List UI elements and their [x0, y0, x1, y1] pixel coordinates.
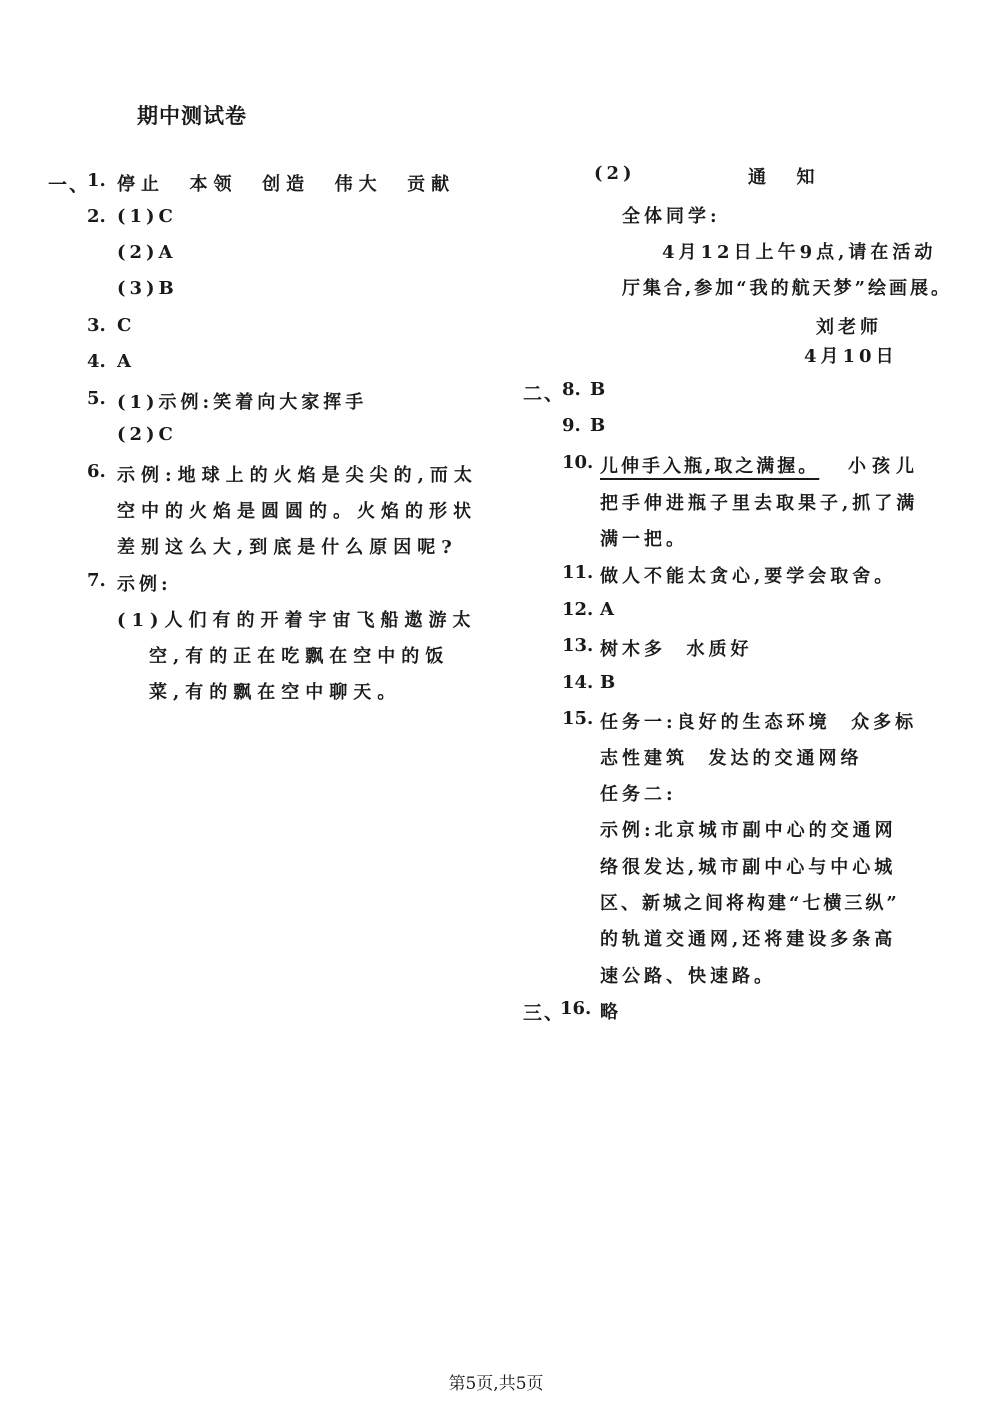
- q10-quote: 儿伸手入瓶,取之满握。: [600, 456, 820, 477]
- q2-answer-3: (3)B: [117, 278, 178, 299]
- q10-line-2: 把手伸进瓶子里去取果子,抓了满: [600, 493, 919, 514]
- q6-line-3: 差别这么大,到底是什么原因呢?: [117, 537, 458, 558]
- section-one-label: 一、: [48, 174, 91, 196]
- q15-line-1: 任务一:良好的生态环境 众多标: [600, 712, 918, 733]
- q7-line-2: 空,有的正在吃飘在空中的饭: [149, 646, 450, 667]
- q16-answer: 略: [600, 1002, 622, 1023]
- q3-number: 3.: [87, 315, 106, 336]
- q5-number: 5.: [87, 388, 106, 409]
- q14-answer: B: [600, 672, 620, 693]
- q12-answer: A: [600, 599, 618, 620]
- section-three-label: 三、: [523, 1002, 566, 1024]
- q5-answer-2: (2)C: [117, 424, 177, 445]
- notice-body-1: 4月12日上午9点,请在活动: [662, 242, 937, 263]
- q16-number: 16.: [560, 998, 592, 1019]
- q7-number: 7.: [87, 570, 106, 591]
- notice-label: (2): [594, 163, 636, 184]
- q15-line-6: 区、新城之间将构建“七横三纵”: [600, 893, 900, 914]
- notice-body-2: 厅集合,参加“我的航天梦”绘画展。: [622, 278, 952, 299]
- q5-answer-1: (1)示例:笑着向大家挥手: [117, 392, 368, 413]
- q15-line-7: 的轨道交通网,还将建设多条高: [600, 929, 897, 950]
- q1-number: 1.: [87, 170, 106, 191]
- q2-answer-1: (1)C: [117, 206, 177, 227]
- q15-line-4: 示例:北京城市副中心的交通网: [600, 820, 897, 841]
- notice-greeting: 全体同学:: [622, 206, 721, 227]
- q4-number: 4.: [87, 351, 106, 372]
- q7-line-1: (1)人们有的开着宇宙飞船遨游太: [117, 610, 477, 631]
- notice-date: 4月10日: [804, 346, 898, 367]
- q6-line-1: 示例:地球上的火焰是尖尖的,而太: [117, 465, 478, 486]
- q4-answer: A: [117, 351, 135, 372]
- notice-heading: 通 知: [748, 167, 821, 188]
- q9-answer: B: [590, 415, 610, 436]
- q11-answer: 做人不能太贪心,要学会取舍。: [600, 566, 897, 587]
- q10-line-1: 小孩儿: [848, 456, 920, 477]
- q15-number: 15.: [562, 708, 594, 729]
- q1-answer: 停止 本领 创造 伟大 贡献: [117, 174, 456, 195]
- q13-answer: 树木多 水质好: [600, 639, 753, 660]
- notice-signature: 刘老师: [816, 317, 882, 338]
- q8-number: 8.: [562, 379, 581, 400]
- section-two-label: 二、: [523, 383, 566, 405]
- q7-intro: 示例:: [117, 574, 172, 595]
- q2-number: 2.: [87, 206, 106, 227]
- q15-line-5: 络很发达,城市副中心与中心城: [600, 857, 897, 878]
- page-footer: 第5页,共5页: [448, 1374, 544, 1394]
- q6-line-2: 空中的火焰是圆圆的。火焰的形状: [117, 501, 477, 522]
- q3-answer: C: [117, 315, 136, 336]
- q6-number: 6.: [87, 461, 106, 482]
- q10-line-3: 满一把。: [600, 529, 688, 550]
- q10-number: 10.: [562, 452, 594, 473]
- q15-line-3: 任务二:: [600, 784, 677, 805]
- q14-number: 14.: [562, 672, 594, 693]
- q7-line-3: 菜,有的飘在空中聊天。: [149, 682, 402, 703]
- q15-line-8: 速公路、快速路。: [600, 966, 776, 987]
- q2-answer-2: (2)A: [117, 242, 177, 263]
- q11-number: 11.: [562, 562, 594, 583]
- q8-answer: B: [590, 379, 610, 400]
- q13-number: 13.: [562, 635, 594, 656]
- q15-line-2: 志性建筑 发达的交通网络: [600, 748, 863, 769]
- page-title: 期中测试卷: [137, 103, 247, 128]
- q9-number: 9.: [562, 415, 581, 436]
- q12-number: 12.: [562, 599, 594, 620]
